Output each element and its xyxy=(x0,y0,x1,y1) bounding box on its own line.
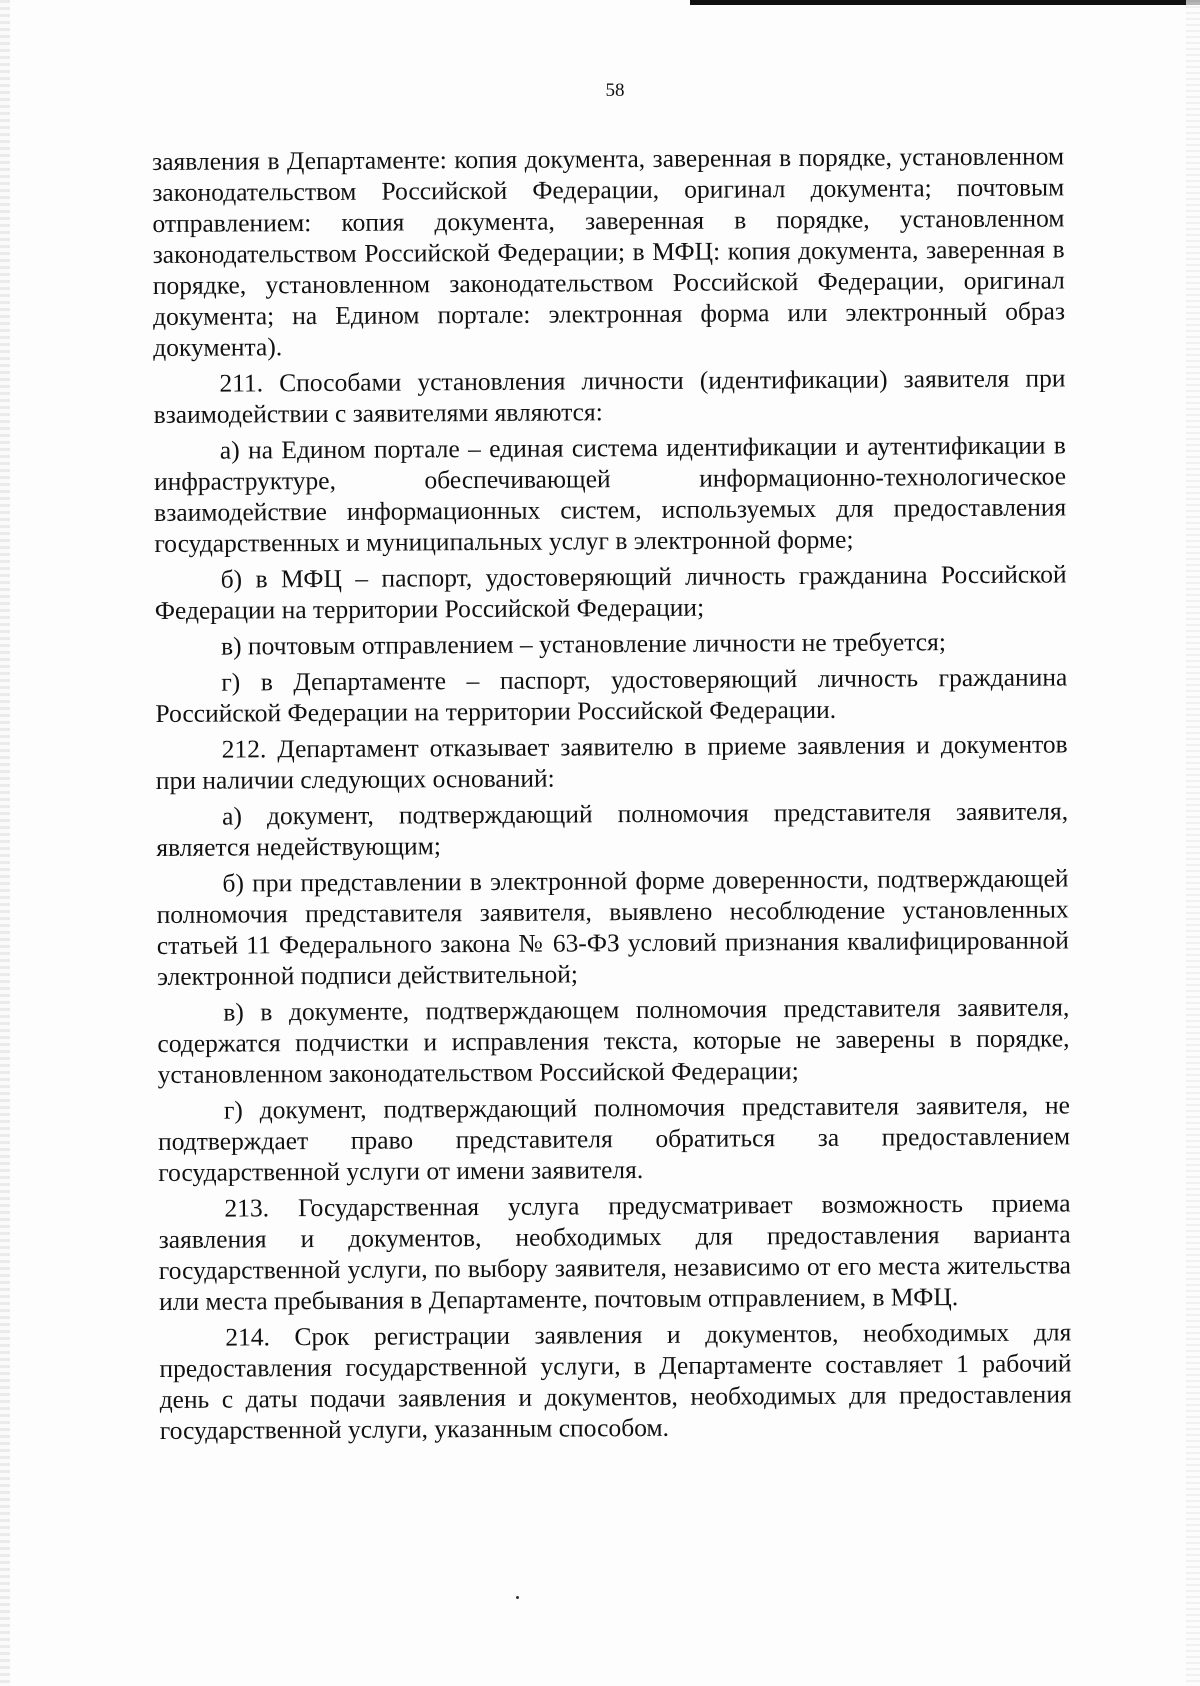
paragraph-212-g: г) документ, подтверждающий полномочия представителя заявителя, не подтверждает право представителя обратиться за предоставлением государственной услуги от имени заявителя. xyxy=(157,1090,1071,1187)
paragraph-211: 211. Способами установления личности (идентификации) заявителя при взаимодействии с заявителями являются: xyxy=(153,363,1066,429)
paragraph-213: 213. Государственная услуга предусматривает возможность приема заявления и документов, необходимых для предоставления варианта государственной услуги, по выбору заявителя, независимо от его места жительства или места пребывания в Департаменте, почтовым отправлением, в МФЦ. xyxy=(158,1188,1071,1316)
scan-left-edge xyxy=(0,0,10,1686)
scan-speck xyxy=(516,1596,519,1599)
paragraph-continuation: заявления в Департаменте: копия документа, заверенная в порядке, установленном законодательством Российской Федерации, оригинал документа; почтовым отправлением: копия документа, заверенная в порядке, установленном законодательством Российской Федерации; в МФЦ: копия документа, заверенная в порядке, установленном законодательством Российской Федерации, оригинал документа; на Едином портале: электронная форма или электронный образ документа). xyxy=(152,141,1066,362)
paragraph-212-b: б) при представлении в электронной форме доверенности, подтверждающей полномочия представителя заявителя, выявлено несоблюдение установленных статьей 11 Федерального закона № 63-ФЗ условий признания квалифицированной электронной подписи действительной; xyxy=(156,863,1069,991)
scan-edge-bar xyxy=(690,0,1200,5)
page-number: 58 xyxy=(605,80,625,101)
paragraph-212-v: в) в документе, подтверждающем полномочия представителя заявителя, содержатся подчистки и исправления текста, которые не заверены в порядке, установленном законодательством Российской Федерации; xyxy=(157,992,1070,1089)
scan-right-edge xyxy=(1186,0,1200,1686)
paragraph-211-v: в) почтовым отправлением – установление личности не требуется; xyxy=(220,627,946,661)
paragraph-211-g: г) в Департаменте – паспорт, удостоверяющий личность гражданина Российской Федерации на территории Российской Федерации. xyxy=(155,662,1068,728)
paragraph-214: 214. Срок регистрации заявления и документов, необходимых для предоставления государственной услуги, в Департаменте составляет 1 рабочий день с даты подачи заявления и документов, необходимых для предоставления государственной услуги, указанным способом. xyxy=(159,1317,1072,1445)
document-body xyxy=(152,140,1072,1451)
paragraph-211-a: а) на Едином портале – единая система идентификации и аутентификации в инфраструктуре, обеспечивающей информационно-технологическое взаимодействие информационных систем, используемых для предоставления государственных и муниципальных услуг в электронной форме; xyxy=(153,430,1067,558)
paragraph-211-b: б) в МФЦ – паспорт, удостоверяющий личность гражданина Российской Федерации на территории Российской Федерации; xyxy=(154,559,1067,625)
paragraph-212-a: а) документ, подтверждающий полномочия представителя заявителя, является недействующим; xyxy=(156,796,1069,862)
paragraph-212: 212. Департамент отказывает заявителю в приеме заявления и документов при наличии следующих оснований: xyxy=(155,729,1068,795)
